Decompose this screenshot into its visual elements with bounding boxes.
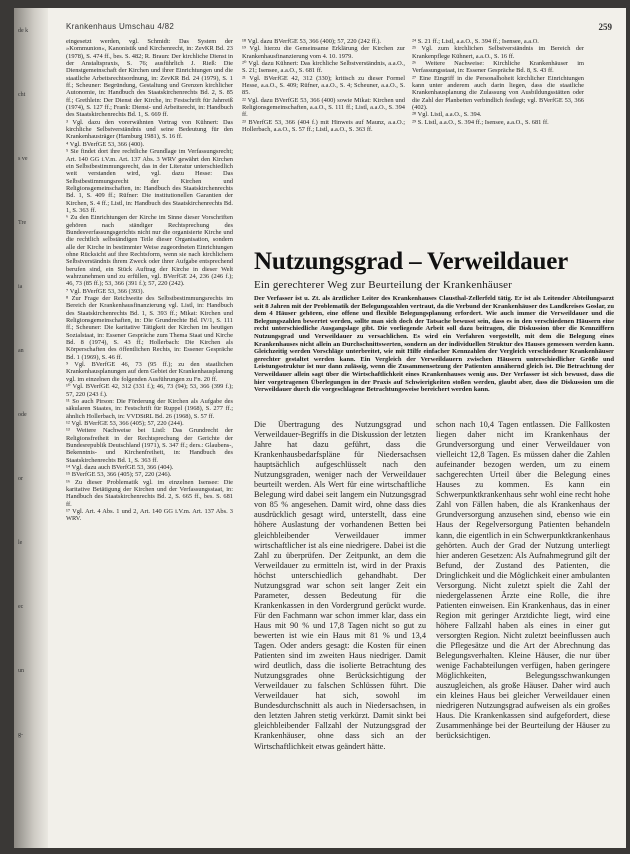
page-number: 259 — [598, 22, 612, 32]
gutter-fragment: an — [18, 348, 24, 354]
running-header — [66, 22, 622, 36]
gutter-fragment: g- — [18, 732, 23, 738]
gutter-fragment: ec — [18, 604, 24, 610]
footnotes-column-1: eingesetzt werden, vgl. Schmidt: Das System der »Kommunion«, Kanonistik und Kirchenrecht, in: ZevKR Bd. 23 (1978), S. 474 ff., bes. S. 482; R. Braun: Der kirchliche Dienst in der Anstaltspraxis, S. 76; ausführlich J. Rieß: Die Dienstgemeinschaft der Kirchen und ihrer Einrichtungen und die staatliche Arbeitsrechtsordnung, in: ZevKR Bd. 24 (1979), S. 1 ff.; Scheuner: Begründung, Gestaltung und Grenzen kirchlicher Autonomie, in: Handbuch des Staatskirchenrechts Bd. 2, S. 85 ff.; Grethlein: Der Dienst der Kirche, in: Festschrift für Jahrreiß (1974), S. 127 ff.; Frank: Dienst- und Arbeitsrecht, in: Handbuch des Staatskirchenrechts Bd. 1, S. 669 ff. ³ Vgl. dazu den vorerwähnten Vortrag von Kühnert: Das kirchliche Selbstverständnis und seine Bedeutung für den Krankenhausträger (Hamburg 1981), S. 16 ff. ⁴ Vgl. BVerfGE 53, 366 (400). ⁵ Sie findet dort ihre rechtliche Grundlage im Verfassungsrecht; Art. 140 GG i.V.m. Art. 137 Abs. 3 WRV gewährt den Kirchen ein Selbstbestimmungsrecht, das in der Literatur unterschiedlich weit verstanden wird, vgl. dazu Hesse: Das Selbstbestimmungsrecht der Kirchen und Religionsgemeinschaften, in: Handbuch des Staatskirchenrechts Bd. 1, S. 409 ff.; Rüfner: Die institutionellen Garantien der Kirchen, S. 4 ff.; Listl, in: Handbuch des Staatskirchenrechts Bd. 1, S. 363 ff. ⁶ Zu den Einrichtungen der Kirche im Sinne dieser Vorschriften gehören nach ständiger Rechtsprechung des Bundesverfassungsgerichts nicht nur die organisierte Kirche und die rechtlich selbständigen Teile dieser Organisation, sondern alle der Kirche in bestimmter Weise zugeordneten Einrichtungen ohne Rücksicht auf ihre Rechtsform, wenn sie nach kirchlichem Selbstverständnis ihrem Zweck oder ihrer Aufgabe entsprechend berufen sind, ein Stück Auftrag der Kirche in dieser Welt wahrzunehmen und zu erfüllen, vgl. BVerfGE 24, 236 (246 f.); 46, 73 (85 ff.); 53, 366 (391 f.); 57, 220 (242). ⁷ Vgl. BVerfGE 53, 366 (393). ⁸ Zur Frage der Reichweite des Selbstbestimmungsrechts im Bereich der Krankenhausfinanzierung vgl. Listl, in: Handbuch des Staatskirchenrechts Bd. 1, S. 393 ff.; Mikat: Kirchen und Religionsgemeinschaften, in: Die Grundrechte Bd. IV/1, S. 111 ff.; Scheuner: Die karitative Tätigkeit der Kirchen im heutigen Sozialstaat, in: Essener Gespräche zum Thema Staat und Kirche Bd. 8 (1974), S. 43 ff.; Hollerbach: Die Kirchen als Körperschaften des öffentlichen Rechts, in: Essener Gespräche Bd. 1 (1969), S. 46 ff. ⁹ Vgl. BVerfGE 46, 73 (95 ff.); zu den staatlichen Krankenhausplanungen auf dem Gebiet der Krankenhausplanung vgl. im einzelnen die folgenden Ausführungen zu Fn. 20 ff. ¹⁰ Vgl. BVerfGE 42, 312 (331 f.); 46, 73 (94); 53, 366 (399 f.); 57, 220 (243 f.). ¹¹ So auch Pirson: Die Förderung der Kirchen als Aufgabe des säkularen Staates, in: Festschrift für Ruppel (1968), S. 277 ff.; ähnlich Hollerbach, in: VVDStRL Bd. 26 (1968), S. 57 ff. ¹² Vgl. BVerfGE 53, 366 (405); 57, 220 (244). ¹³ Weitere Nachweise bei Listl: Das Grundrecht der Religionsfreiheit in der Rechtsprechung der Gerichte der Bundesrepublik Deutschland (1971), S. 347 ff.; ders.: Glaubens-, Bekenntnis- und Kirchenfreiheit, in: Handbuch des Staatskirchenrechts Bd. 1, S. 363 ff. ¹⁴ Vgl. dazu auch BVerfGE 53, 366 (404). ¹⁵ BVerfGE 53, 366 (405); 57, 220 (246). ¹⁶ Zu dieser Problematik vgl. im einzelnen Isensee: Die karitative Betätigung der Kirchen und der Verfassungsstaat, in: Handbuch des Staatskirchenrechts Bd. 2, S. 665 ff., bes. S. 681 ff. ¹⁷ Vgl. Art. 4 Abs. 1 und 2, Art. 140 GG i.V.m. Art. 137 Abs. 3 WRV. — [66, 38, 233, 523]
gutter-fragment: ode — [18, 412, 27, 418]
article-body-left: Die Übertragung des Nutzungsgrad und Verweildauer-Begriffs in die Diskussion der letzten Jahre hat dazu geführt, dass die Krankenhausbedarfspläne für Niedersachsen hauptsächlich aufgeschlüsselt nach den Nutzungsgraden, weniger nach der Verweildauer beurteilt werden. Als Wert für eine wirtschaftliche Belegung wird dabei seit langem ein Nutzungsgrad von 85 % angesehen. Damit wird, ohne dass dies ausdrücklich gesagt wird, unterstellt, dass eine höhere Auslastung der vorhandenen Betten bei gleichbleibender Verweildauer immer wirtschaftlicher ist als eine niedrigere. Dabei ist die Zahl zu überprüfen. Der Zeitpunkt, an dem die Verweildauer zu ermitteln ist, wird in der Praxis höchst unterschiedlich gehandhabt. Der Nutzungsgrad war schon seit langer Zeit ein Parameter, dessen Bedeutung für die Krankenkassen in den Vordergrund gerückt wurde. Für den Fachmann war schon immer klar, dass ein Haus mit 90 % und 17,8 Tagen nicht so gut zu bewerten ist wie ein Haus mit 81 % und 13,4 Tagen. Oder anders gesagt: die Kosten für einen Patienten sind im zweiten Haus niedriger. Damit wird deutlich, dass die isolierte Betrachtung des Nutzungsgrades ohne Berücksichtigung der Verweildauer zu falschen Schlüssen führt. Die Verweildauer hat sich, sowohl im Bundesdurchschnitt als auch in Niedersachsen, in den letzten Jahren stetig verkürzt. Damit sinkt bei gleichbleibender Fallzahl der Nutzungsgrad der Krankenhäuser, ohne dass sich an der Wirtschaftlichkeit etwas geändert hätte. — [254, 420, 426, 751]
binding-gutter — [14, 8, 48, 848]
article-subtitle: Ein gerechterer Weg zur Beurteilung der Krankenhäuser — [254, 279, 513, 291]
footnotes-column-2: ¹⁸ Vgl. dazu BVerfGE 53, 366 (400); 57, 220 (242 ff.). ¹⁹ Vgl. hierzu die Gemeinsame Erklärung der Kirchen zur Krankenhausfinanzierung vom 4. 10. 1979. ²⁰ Vgl. dazu Kühnert: Das kirchliche Selbstverständnis, a.a.O., S. 21; Isensee, a.a.O., S. 681 ff. ²¹ Vgl. BVerfGE 42, 312 (330); kritisch zu dieser Formel Hesse, a.a.O., S. 409; Rüfner, a.a.O., S. 4; Scheuner, a.a.O., S. 85. ²² Vgl. dazu BVerfGE 53, 366 (400) sowie Mikat: Kirchen und Religionsgemeinschaften, a.a.O., S. 111 ff.; Listl, a.a.O., S. 394 ff. ²³ BVerfGE 53, 366 (404 f.) mit Hinweis auf Maunz, a.a.O.; Hollerbach, a.a.O., S. 57 ff.; Listl, a.a.O., S. 363 ff. — [242, 38, 405, 134]
running-title: Krankenhaus Umschau 4/82 — [66, 22, 175, 31]
gutter-fragment: ia — [18, 284, 23, 290]
article-abstract: Der Verfasser ist u. Zt. als ärztlicher Leiter des Krankenhauses Clausthal-Zellerfeld tätig. Er ist als Leitender Abteilungsarzt seit 8 Jahren mit der Problematik der Belegungszahlen vertraut, da die Verbund der Krankenhäuser des Landkreises Goslar, zu dem 4 Häuser gehören, eine offene und flexible Belegungsplanung erfordert. Wie auch immer die Verweildauer und die Belegungszahlen bewertet werden, sollte man sich doch der Tatsache bewusst sein, dass es in den verschiedenen Häusern eine recht unterschiedliche Ausgangslage gibt. Die vorliegende Arbeit soll dazu beitragen, die Diskussion über die Kennziffern Nutzungsgrad und Verweildauer zu versachlichen. Es wird ein Verfahren vorgestellt, mit dem die Belegung eines Krankenhauses nicht allein an Durchschnittswerten, sondern an der individuellen Struktur des Hauses gemessen werden kann. Gleichzeitig werden Vorschläge unterbreitet, wie mit Hilfe einfacher Kennzahlen der Vergleich verschiedener Krankenhäuser gerechter gestaltet werden kann. Ein Vergleich der Verweildauern zwischen Häusern unterschiedlicher Größe und Leistungsstruktur ist nur dann zulässig, wenn die Zusammensetzung der Patienten annähernd gleich ist. Die Betrachtung der Verweildauer allein sagt über die Wirtschaftlichkeit eines Krankenhauses wenig aus. Der Verfasser ist sich bewusst, dass die hier vorgetragenen Überlegungen in der Praxis auf Schwierigkeiten stoßen werden, glaubt aber, dass die Diskussion um die Verweildauer durch die vorgeschlagene Betrachtungsweise bereichert werden kann. — [254, 295, 614, 394]
gutter-fragment: or — [18, 476, 23, 482]
gutter-fragment: Tre — [18, 220, 27, 226]
gutter-fragment: cht — [18, 92, 26, 98]
gutter-fragment: un — [18, 668, 24, 674]
footnotes-column-3: ²⁴ S. 21 ff.; Listl, a.a.O., S. 394 ff.; Isensee, a.a.O. ²⁵ Vgl. zum kirchlichen Selbstverständnis im Bereich der Krankenpflege Kühnert, a.a.O., S. 16 ff. ²⁶ Weitere Nachweise: Kirchliche Krankenhäuser im Verfassungsstaat, in: Essener Gespräche Bd. 8, S. 43 ff. ²⁷ Eine Eingriff in die Personalhoheit kirchlicher Einrichtungen kann unter anderem auch darin liegen, dass die staatliche Krankenhausplanung die Zulassung von Ausbildungsstätten oder die Zahl der Planbetten verbindlich festlegt; vgl. BVerfGE 53, 366 (402). ²⁸ Vgl. Listl, a.a.O., S. 394. ²⁹ S. Listl, a.a.O., S. 394 ff.; Isensee, a.a.O., S. 681 ff. — [412, 38, 584, 126]
gutter-fragment: de k — [18, 28, 29, 34]
gutter-fragment: le — [18, 540, 23, 546]
journal-page — [14, 8, 626, 848]
article-title: Nutzungsgrad – Verweildauer — [254, 248, 569, 275]
gutter-fragment: s ve — [18, 156, 28, 162]
article-body-right: schon nach 10,4 Tagen entlassen. Die Fallkosten liegen daher nicht im Krankenhaus der Grundversorgung und einer Verweildauer von vielleicht 12,8 Tagen. Es müssen daher die Zahlen aufeinander bezogen werden, um zu einem sachgerechten Urteil über die Belegung eines Hauses zu kommen. Es kann ein Schwerpunktkrankenhaus sehr wohl eine recht hohe Zahl von Fällen haben, die als Krankenhaus der Grundversorgung anzusehen sind, ebenso wie ein Haus der Regelversorgung Patienten behandeln kann, die eigentlich in ein Schwerpunktkrankenhaus gehörten. Auch der Grad der Nutzung unterliegt hier anderen Gesetzen: Als Aufnahmegrund gilt der Befund, der Zustand des Patienten, die Dringlichkeit und die Möglichkeit einer ambulanten Versorgung. Nicht zuletzt spielt die Zahl der niedergelassenen Ärzte eine Rolle, die ihre Patienten einweisen. Ein Krankenhaus, das in einer Region mit geringer Arztdichte liegt, wird eine höhere Fallzahl haben als eines in einer gut versorgten Region. Nicht zuletzt beeinflussen auch die Pflegesätze und die Art der Abrechnung das Belegungsverhalten. Kleine Häuser, die nur über wenige Fachabteilungen verfügen, haben geringere Möglichkeiten, Belegungsschwankungen auszugleichen, als große Häuser. Daher wird auch ein kleines Haus bei gleicher Verweildauer einen niedrigeren Nutzungsgrad aufweisen als ein großes Haus. Die Krankenkassen sind aufgefordert, diese Zusammenhänge bei der Beurteilung der Häuser zu berücksichtigen. — [436, 420, 610, 741]
